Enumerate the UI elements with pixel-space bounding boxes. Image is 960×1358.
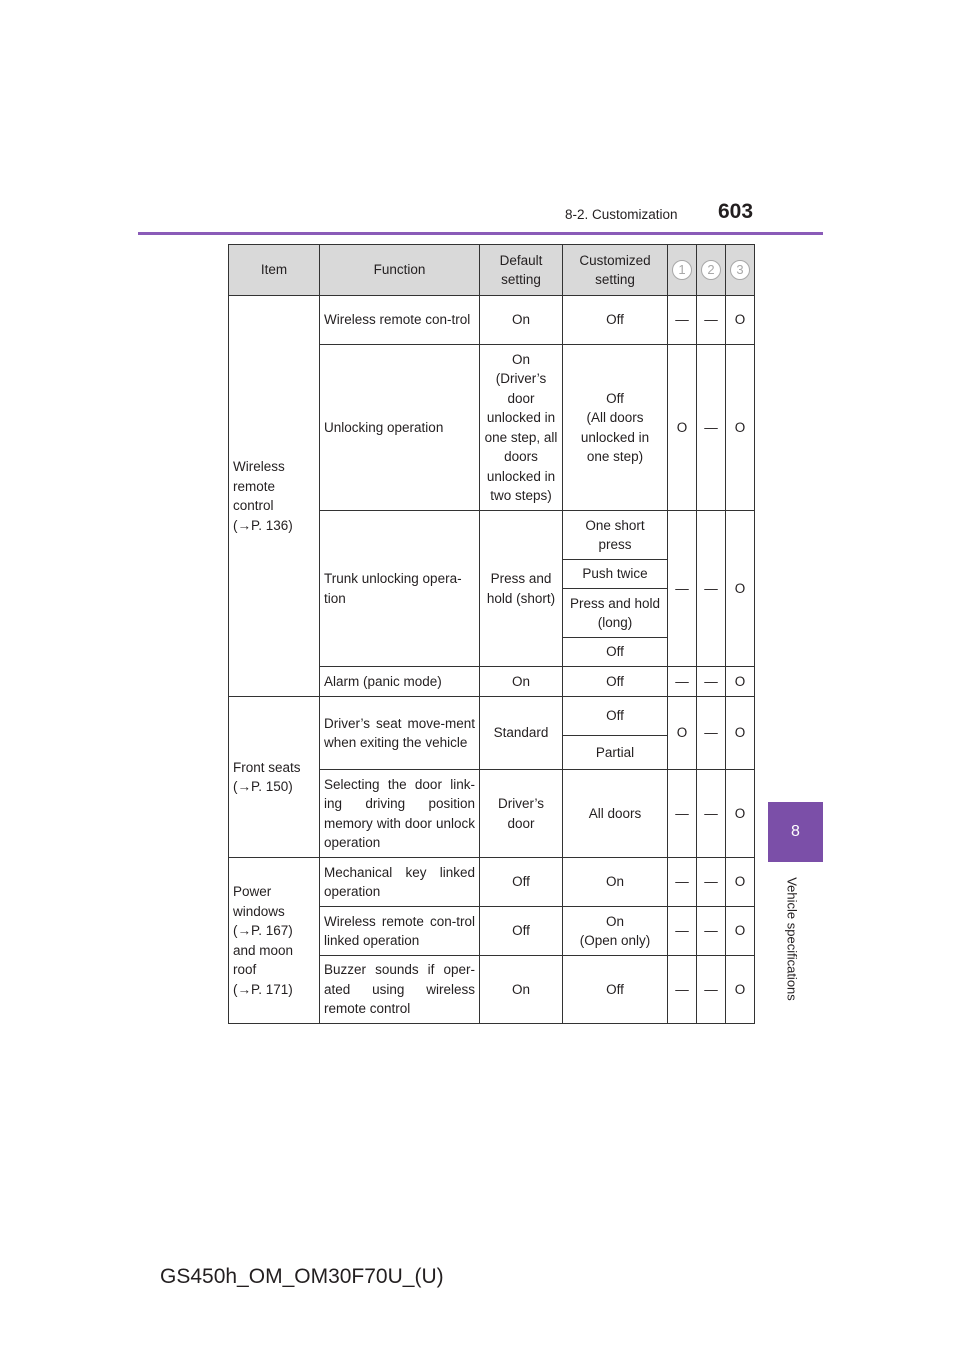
header-col2: [697, 245, 726, 296]
col1-cell: —: [668, 858, 697, 907]
item-power-windows: Power windows (→P. 167) and moon roof (→P. 171): [229, 858, 320, 1024]
section-title: 8-2. Customization: [565, 207, 678, 222]
function-cell: Unlocking operation: [320, 345, 480, 511]
default-cell: On (Driver’s door unlocked in one step, all doors unlocked in two steps): [480, 345, 563, 511]
col2-cell: —: [697, 667, 726, 697]
default-cell: Standard: [480, 697, 563, 770]
col1-cell: O: [668, 697, 697, 770]
customized-cell: One short press: [563, 511, 668, 560]
col3-cell: O: [726, 296, 755, 345]
default-cell: On: [480, 296, 563, 345]
customized-cell: Off (All doors unlocked in one step): [563, 345, 668, 511]
table-row: [229, 858, 755, 907]
item-front-seats: Front seats (→P. 150): [229, 697, 320, 858]
customized-cell: Off: [563, 638, 668, 667]
header-rule: [138, 232, 823, 235]
customized-cell: Press and hold (long): [563, 589, 668, 638]
col2-cell: —: [697, 956, 726, 1024]
circled-1-icon: 1: [672, 260, 692, 280]
customized-cell: Push twice: [563, 560, 668, 589]
chapter-tab[interactable]: 8: [768, 802, 823, 862]
footer-doc-id: GS450h_OM_OM30F70U_(U): [160, 1265, 444, 1288]
col3-cell: O: [726, 511, 755, 667]
customized-cell: Off: [563, 667, 668, 697]
col1-cell: —: [668, 511, 697, 667]
col1-cell: —: [668, 770, 697, 858]
col2-cell: —: [697, 858, 726, 907]
customization-table: [228, 244, 755, 1024]
function-cell: Driver’s seat move-ment when exiting the vehicle: [320, 697, 480, 770]
header-item: Item: [229, 245, 320, 296]
item-wireless-remote: Wireless remote control (→P. 136): [229, 296, 320, 697]
col1-cell: O: [668, 345, 697, 511]
col3-cell: O: [726, 667, 755, 697]
col1-cell: —: [668, 907, 697, 956]
col2-cell: —: [697, 345, 726, 511]
table-row: [229, 296, 755, 345]
col1-cell: —: [668, 296, 697, 345]
col3-cell: O: [726, 956, 755, 1024]
col2-cell: —: [697, 907, 726, 956]
header-default: Default setting: [480, 245, 563, 296]
col2-cell: —: [697, 770, 726, 858]
customized-cell: All doors: [563, 770, 668, 858]
col1-cell: —: [668, 667, 697, 697]
col3-cell: O: [726, 345, 755, 511]
default-cell: Driver’s door: [480, 770, 563, 858]
default-cell: Off: [480, 858, 563, 907]
chapter-tab-label: Vehicle specifications: [784, 877, 800, 1001]
col2-cell: —: [697, 511, 726, 667]
customized-cell: On: [563, 858, 668, 907]
customized-cell: On (Open only): [563, 907, 668, 956]
table-row: [229, 697, 755, 736]
function-cell: Alarm (panic mode): [320, 667, 480, 697]
header-col1: [668, 245, 697, 296]
col3-cell: O: [726, 907, 755, 956]
col3-cell: O: [726, 697, 755, 770]
function-cell: Wireless remote con-trol linked operation: [320, 907, 480, 956]
default-cell: Press and hold (short): [480, 511, 563, 667]
table-header-row: [229, 245, 755, 296]
customized-cell: Off: [563, 697, 668, 736]
col2-cell: —: [697, 697, 726, 770]
function-cell: Buzzer sounds if oper-ated using wireless remote control: [320, 956, 480, 1024]
customized-cell: Off: [563, 956, 668, 1024]
function-cell: Trunk unlocking opera-tion: [320, 511, 480, 667]
default-cell: On: [480, 956, 563, 1024]
customized-cell: Partial: [563, 736, 668, 770]
circled-3-icon: 3: [730, 260, 750, 280]
function-cell: Mechanical key linked operation: [320, 858, 480, 907]
function-cell: Selecting the door link-ing driving position memory with door unlock operation: [320, 770, 480, 858]
function-cell: Wireless remote con-trol: [320, 296, 480, 345]
header-col3: [726, 245, 755, 296]
col1-cell: —: [668, 956, 697, 1024]
default-cell: On: [480, 667, 563, 697]
page-number: 603: [718, 200, 754, 223]
customized-cell: Off: [563, 296, 668, 345]
col2-cell: —: [697, 296, 726, 345]
header-customized: Customized setting: [563, 245, 668, 296]
header-function: Function: [320, 245, 480, 296]
col3-cell: O: [726, 770, 755, 858]
col3-cell: O: [726, 858, 755, 907]
default-cell: Off: [480, 907, 563, 956]
circled-2-icon: 2: [701, 260, 721, 280]
